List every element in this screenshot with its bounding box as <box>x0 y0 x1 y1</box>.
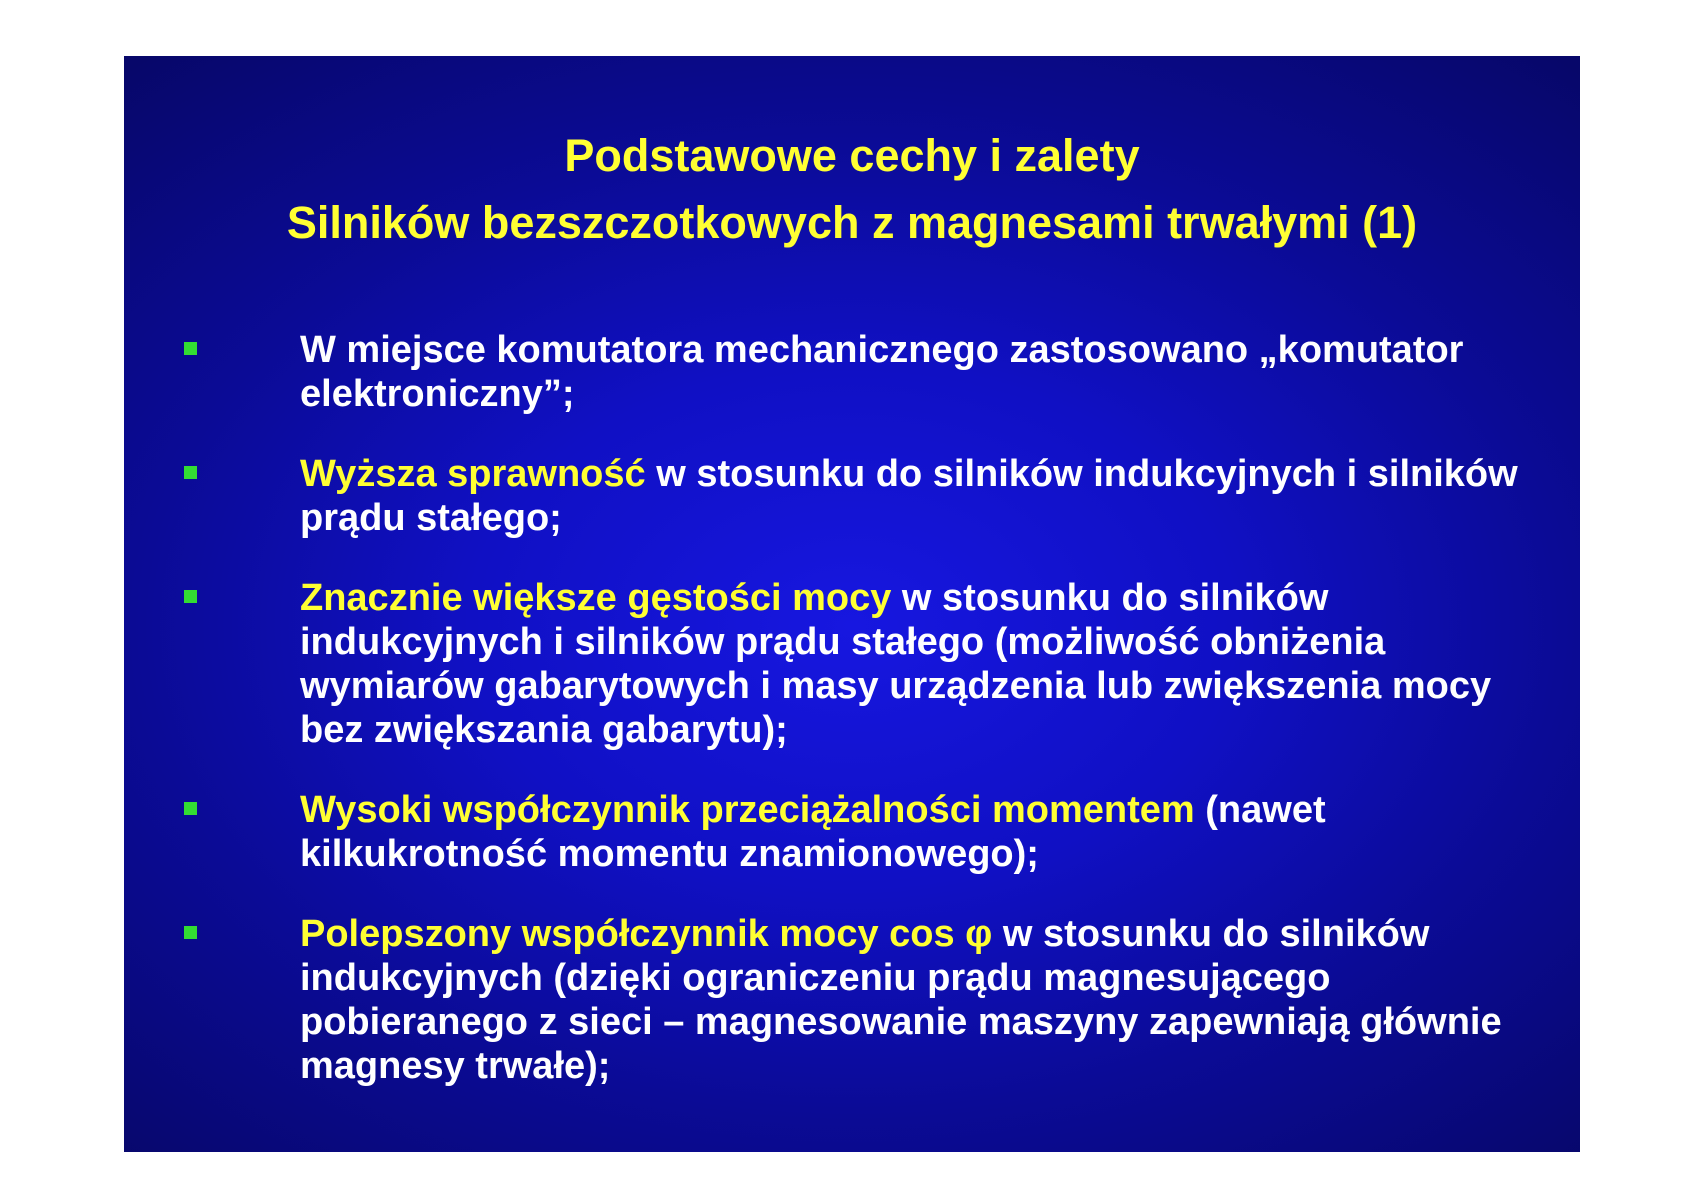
bullet-square-icon <box>184 802 197 815</box>
bullet-item <box>184 576 1524 752</box>
bullet-square-icon <box>184 926 197 939</box>
bullet-highlight: Wysoki współczynnik przeciążalności momentem <box>300 789 1195 831</box>
bullet-text: W miejsce komutatora mechanicznego zastosowano „komutator elektroniczny”; <box>300 329 1464 415</box>
bullet-square-icon <box>184 466 197 479</box>
bullet-text: w stosunku do silników indukcyjnych i silników prądu stałego; <box>300 453 1518 539</box>
bullet-item <box>184 452 1524 540</box>
slide-title <box>124 122 1580 256</box>
bullet-text: w stosunku do silników indukcyjnych (dzięki ograniczeniu prądu magnesującego pobieranego z sieci – magnesowanie maszyny zapewniają głównie magnesy trwałe); <box>300 913 1502 1087</box>
bullet-highlight: Znacznie większe gęstości mocy <box>300 577 892 619</box>
bullet-item <box>184 788 1524 876</box>
bullet-square-icon <box>184 590 197 603</box>
slide <box>124 56 1580 1152</box>
bullet-highlight: Polepszony współczynnik mocy cos φ <box>300 913 993 955</box>
bullet-item <box>184 912 1524 1088</box>
title-line-2: Silników bezszczotkowych z magnesami trwałymi (1) <box>286 197 1418 248</box>
bullet-text: w stosunku do silników indukcyjnych i silników prądu stałego (możliwość obniżenia wymiarów gabarytowych i masy urządzenia lub zwiększenia mocy bez zwiększania gabarytu); <box>300 577 1492 751</box>
bullet-item <box>184 328 1524 416</box>
title-line-1: Podstawowe cechy i zalety <box>564 130 1140 181</box>
bullet-square-icon <box>184 342 197 355</box>
bullet-highlight: Wyższa sprawność <box>300 453 646 495</box>
bullet-list <box>184 328 1524 1088</box>
bullet-text: (nawet kilkukrotność momentu znamionowego); <box>300 789 1326 875</box>
